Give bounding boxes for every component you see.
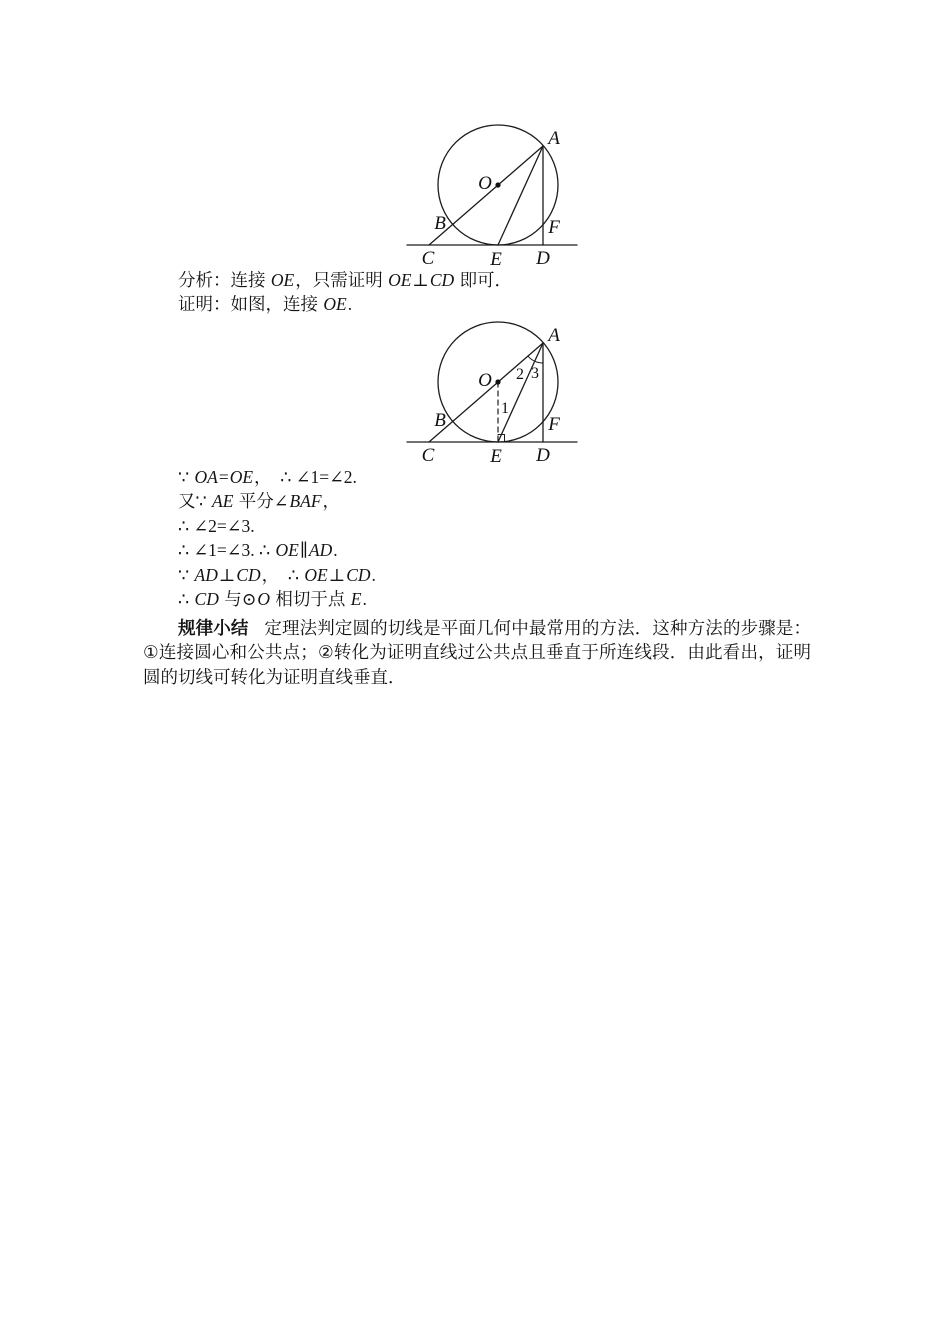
chord-AE <box>498 343 543 442</box>
label-O: O <box>478 370 492 391</box>
label-E: E <box>490 249 502 270</box>
label-F: F <box>548 217 560 238</box>
secant-line-ABC <box>429 146 543 245</box>
angle-1-label: 1 <box>501 400 509 417</box>
proof-step-4: ∴ ∠1=∠3. ∴ OE∥AD. <box>178 540 338 561</box>
label-F: F <box>548 414 560 435</box>
summary-body: 定理法判定圆的切线是平面几何中最常用的方法．这种方法的步骤是：①连接圆心和公共点；②转化为证明直线过公共点且垂直于所连线段．由此看出，证明圆的切线可转化为证明直线垂直． <box>143 618 812 687</box>
center-point-O <box>495 182 500 187</box>
summary-paragraph <box>143 616 811 689</box>
label-D: D <box>536 445 550 466</box>
proof-step-5: ∵ AD⊥CD， ∴ OE⊥CD. <box>178 564 376 585</box>
summary-heading: 规律小结 <box>178 618 249 638</box>
center-point-O <box>495 379 500 384</box>
summary-section <box>143 616 811 689</box>
label-A: A <box>548 325 560 346</box>
geometry-figure-2 <box>400 315 592 473</box>
proof-steps <box>143 465 811 611</box>
proof-step-1: ∵ OA=OE， ∴ ∠1=∠2. <box>178 467 357 487</box>
secant-line-ABC <box>429 343 543 442</box>
proof-step-6: ∴ CD 与⊙O 相切于点 E. <box>178 589 367 610</box>
angle-2-label: 2 <box>516 366 524 383</box>
label-E: E <box>490 446 502 467</box>
chord-AE <box>498 146 543 245</box>
label-C: C <box>421 445 435 466</box>
proof-step-3: ∴ ∠2=∠3. <box>178 515 255 536</box>
label-D: D <box>536 248 550 269</box>
label-A: A <box>548 128 560 149</box>
analysis-line-1: 分析：连接 OE，只需证明 OE⊥CD 即可． <box>178 270 513 290</box>
label-C: C <box>421 248 435 269</box>
proof-step-2: 又∵ AE 平分∠BAF， <box>178 491 341 512</box>
analysis-text <box>143 268 811 317</box>
proof-intro-line: 证明：如图，连接 OE. <box>178 294 353 315</box>
label-O: O <box>478 173 492 194</box>
angle-3-label: 3 <box>531 365 539 382</box>
geometry-figure-1 <box>400 118 592 274</box>
label-B: B <box>434 410 446 431</box>
label-B: B <box>434 213 446 234</box>
